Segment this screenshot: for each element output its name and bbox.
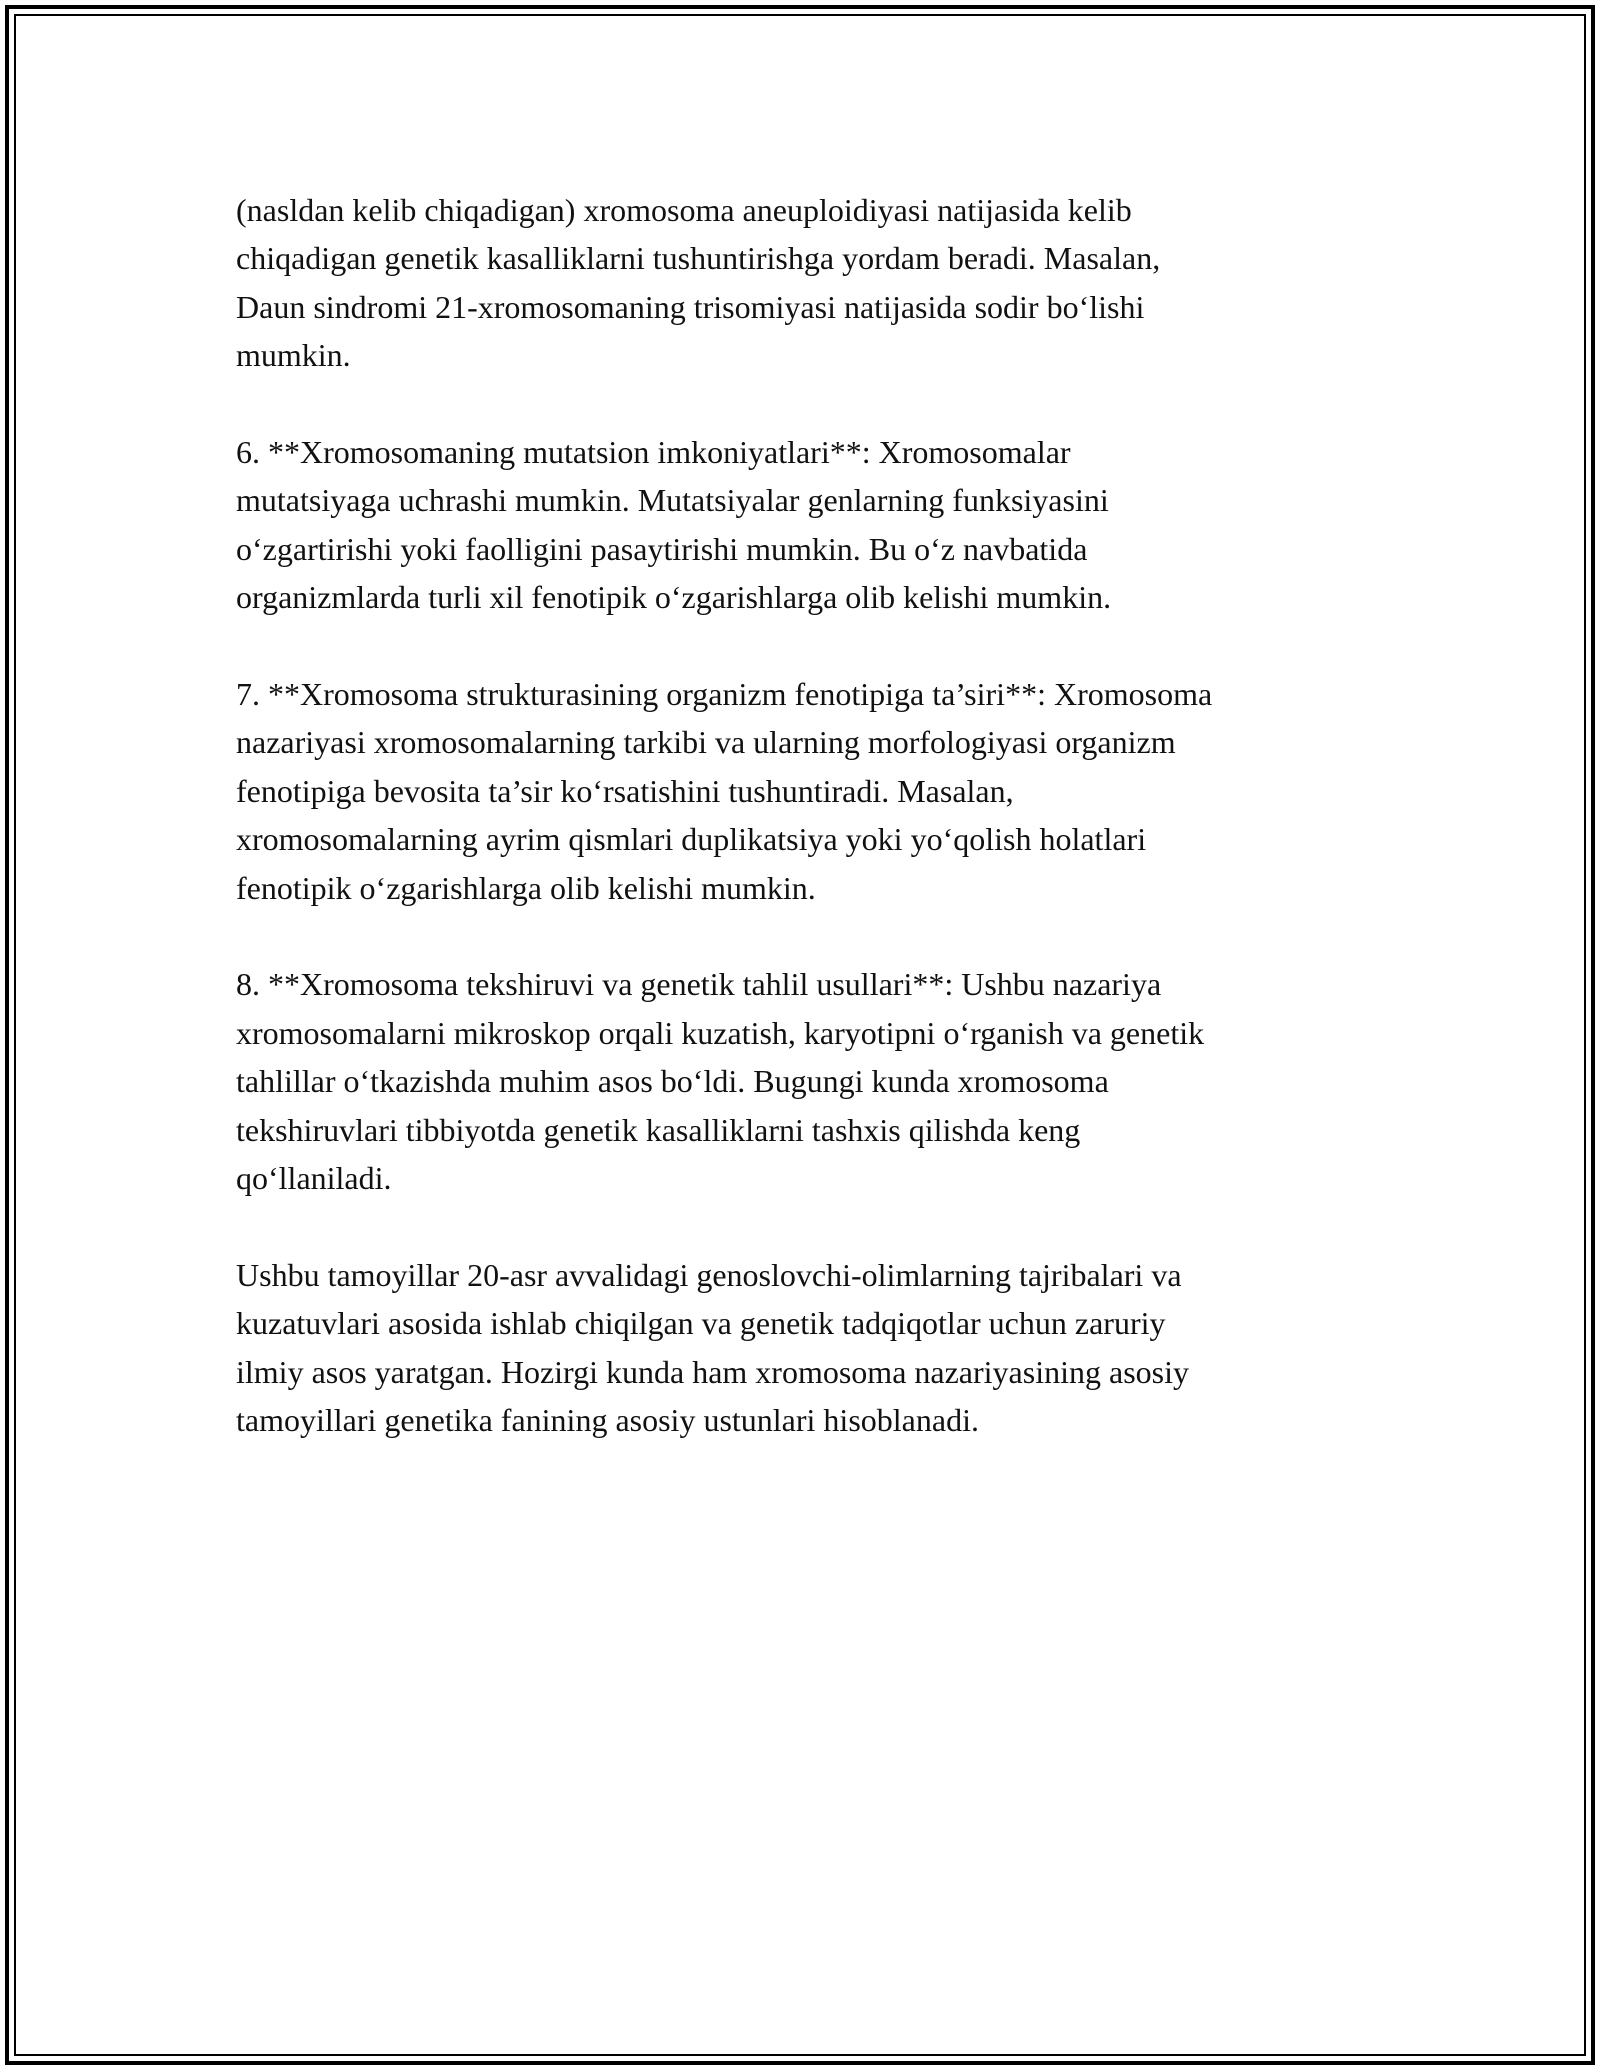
- paragraph-conclusion: Ushbu tamoyillar 20-asr avvalidagi genoslovchi-olimlarning tajribalari va kuzatuvlari asosida ishlab chiqilgan va genetik tadqiqotlar uchun zaruriy ilmiy asos yaratgan. Hozirgi kunda ham xromosoma nazariyasining asosiy tamoyillari genetika fanining asosiy ustunlari hisoblanadi.: [236, 1256, 1189, 1439]
- paragraph-down-syndrome: (nasldan kelib chiqadigan) xromosoma aneuploidiyasi natijasida kelib chiqadigan genetik kasalliklarni tushuntirishga yordam beradi. Masalan, Daun sindromi 21-xromosomaning trisomiyasi natijasida sodir bo‘lishi mumkin.: [236, 192, 1161, 374]
- paragraph-item-8-analysis: 8. **Xromosoma tekshiruvi va genetik tahlil usullari**: Ushbu nazariya xromosomalarni mikroskop orqali kuzatish, karyotipni o‘rganish va genetik tahlillar o‘tkazishda muhim asos bo‘ldi. Bugungi kunda xromosoma tekshiruvlari tibbiyotda genetik kasalliklarni tashxis qilishda keng qo‘llaniladi.: [236, 966, 1205, 1197]
- paragraph-item-7-structure: 7. **Xromosoma strukturasining organizm fenotipiga ta’siri**: Xromosoma nazariyasi xromosomalarning tarkibi va ularning morfologiyasi organizm fenotipiga bevosita ta’sir ko‘rsatishini tushuntiradi. Masalan, xromosomalarning ayrim qismlari duplikatsiya yoki yo‘qolish holatlari fenotipik o‘zgarishlarga olib kelishi mumkin.: [236, 676, 1213, 906]
- paragraph-item-6-mutations: 6. **Xromosomaning mutatsion imkoniyatlari**: Xromosomalar mutatsiyaga uchrashi mumkin. Mutatsiyalar genlarning funksiyasini o‘zgartirishi yoki faolligini pasaytirishi mumkin. Bu o‘z navbatida organizmlarda turli xil fenotipik o‘zgarishlarga olib kelishi mumkin.: [236, 434, 1112, 616]
- document-body: [236, 186, 1366, 1493]
